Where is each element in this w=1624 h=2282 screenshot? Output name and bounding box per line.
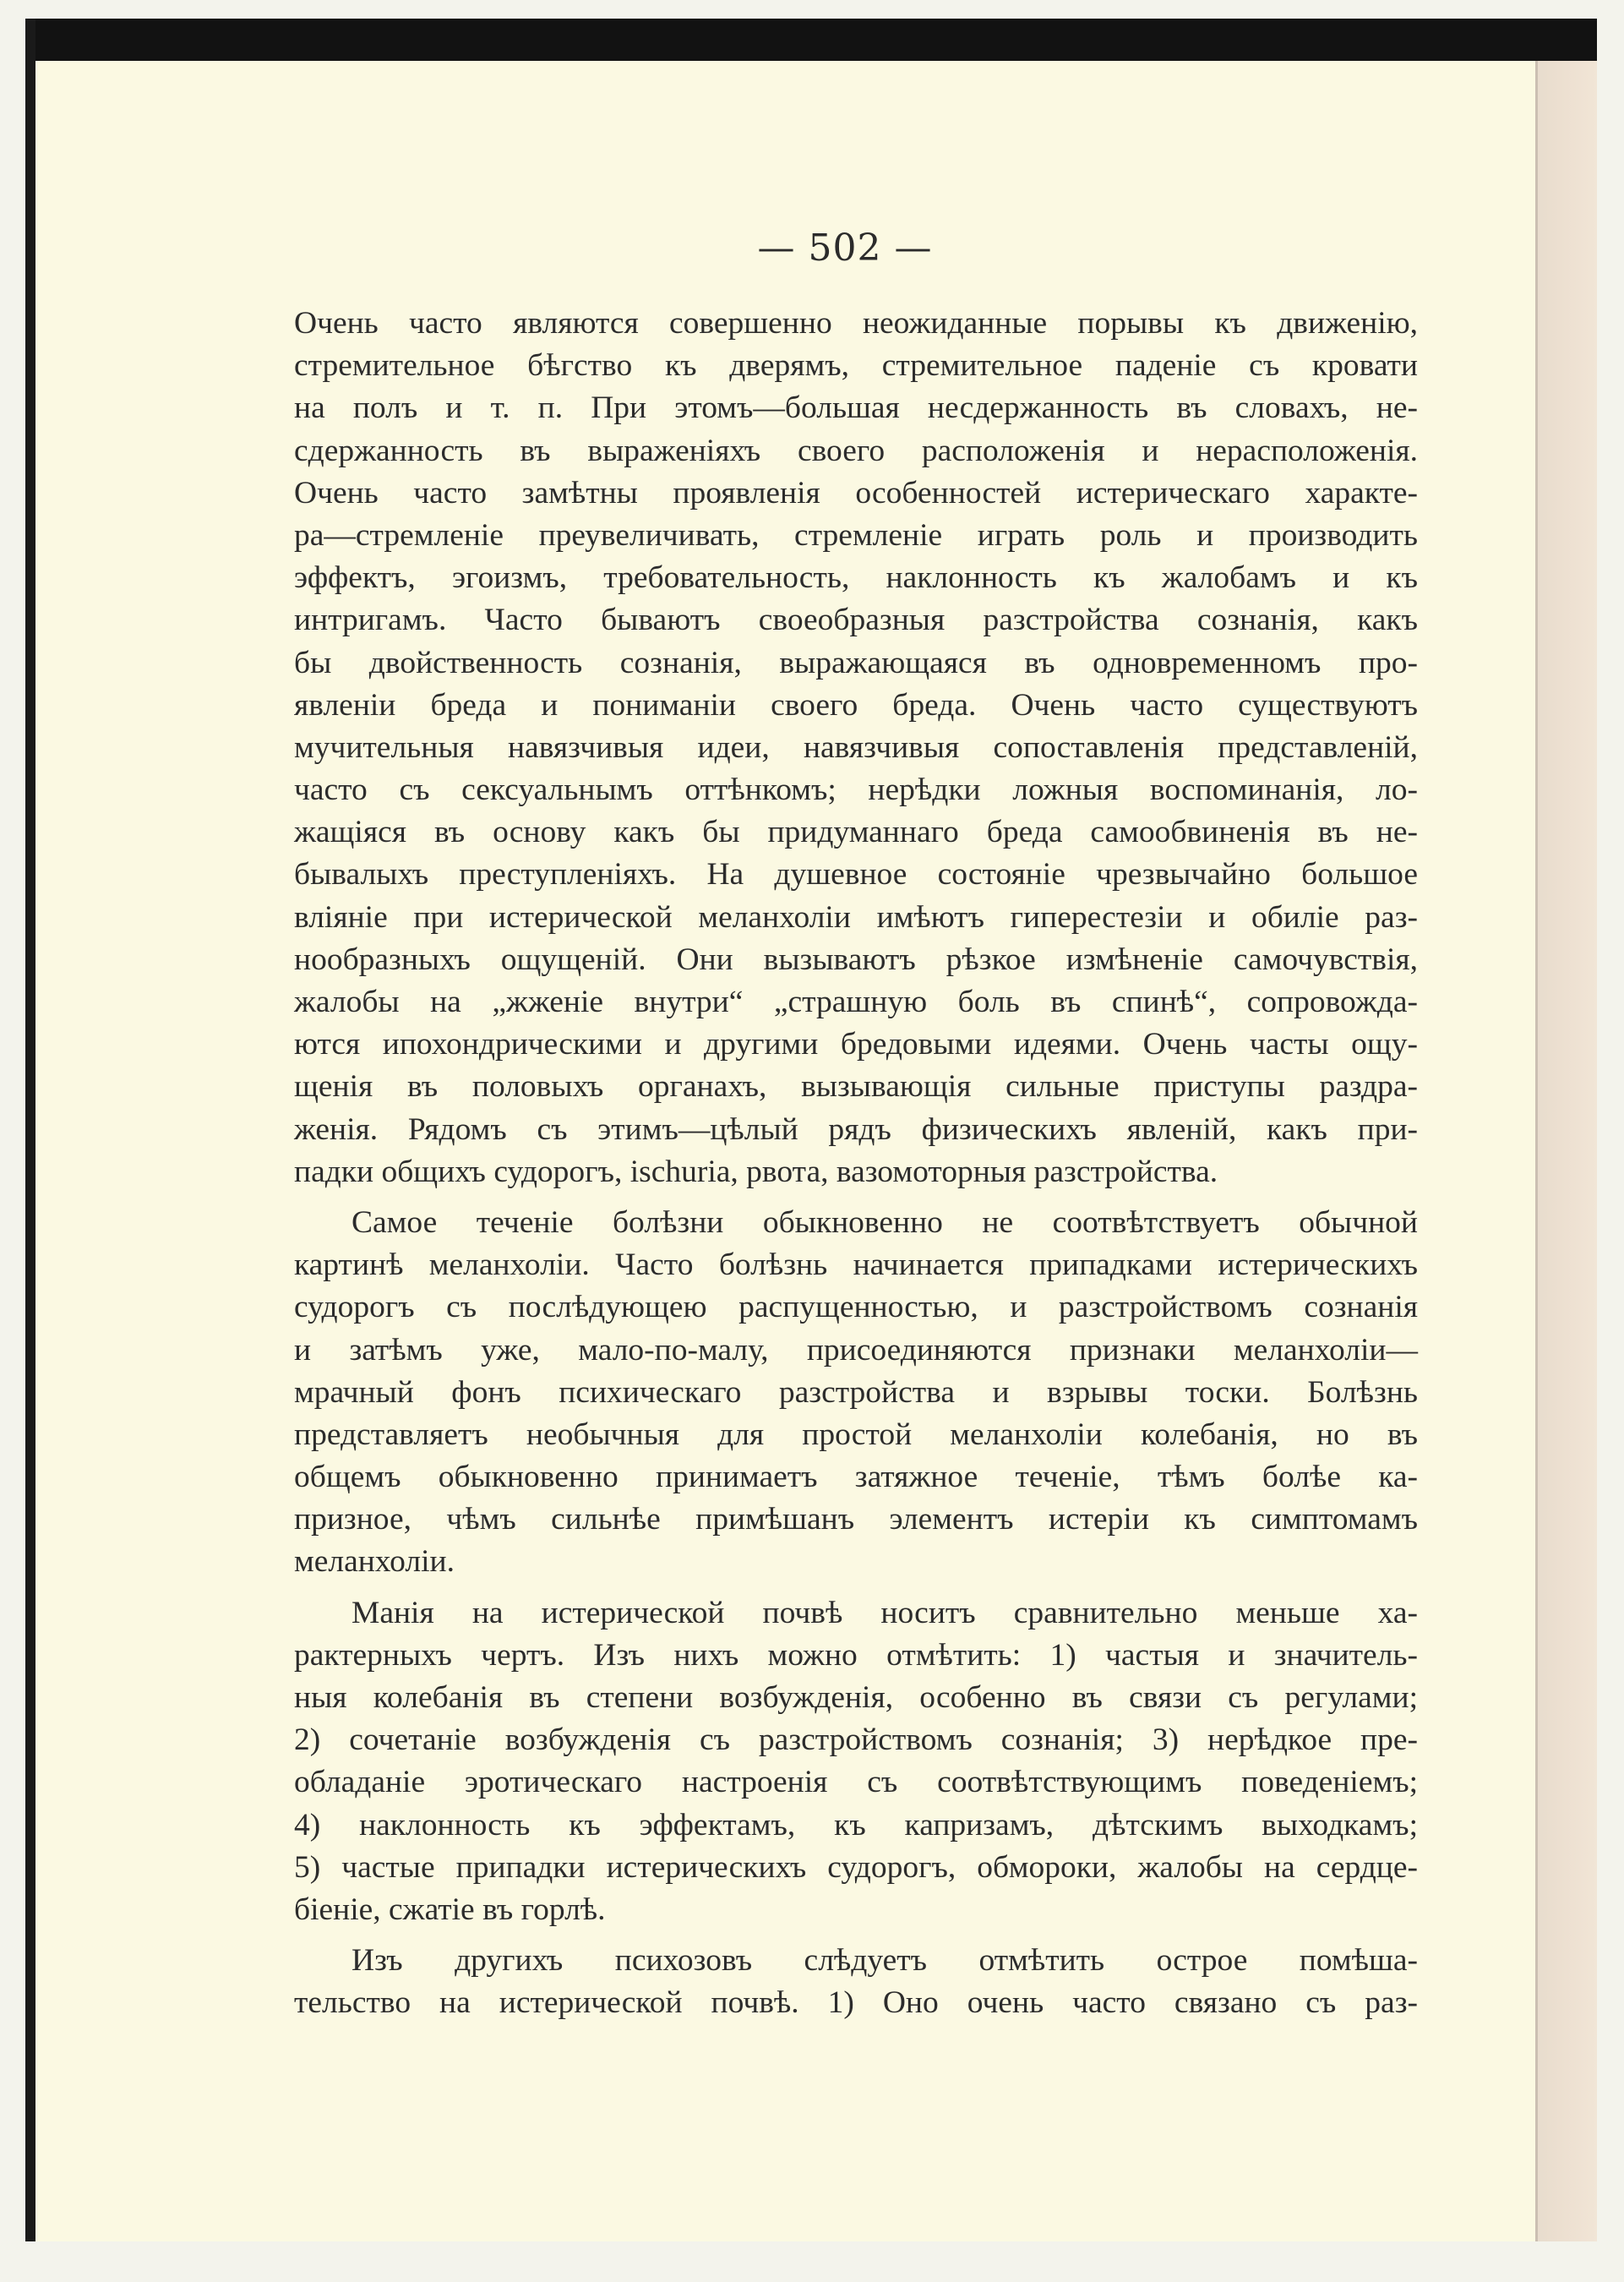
text-line: вліяніе при истерической меланхоліи имѣютъ гиперестезіи и обиліе раз- bbox=[294, 899, 1418, 935]
page-fold-line bbox=[1535, 61, 1538, 2241]
text-line: обладаніе эротическаго настроенія съ соотвѣтствующимъ поведеніемъ; bbox=[294, 1765, 1418, 1800]
text-line: тельство на истерической почвѣ. 1) Оно очень часто связано съ раз- bbox=[294, 1985, 1418, 2021]
text-line: часто съ сексуальнымъ оттѣнкомъ; нерѣдки ложныя воспоминанія, ло- bbox=[294, 772, 1418, 808]
text-line: меланхоліи. bbox=[294, 1544, 455, 1580]
page-number: — 502 — bbox=[757, 227, 933, 270]
text-line: щенія въ половыхъ органахъ, вызывающія сильные приступы раздра- bbox=[294, 1069, 1418, 1105]
text-line: сдержанность въ выраженіяхъ своего расположенія и нерасположенія. bbox=[294, 433, 1418, 468]
page-right-edge bbox=[1535, 61, 1597, 2241]
text-line: общемъ обыкновенно принимаетъ затяжное теченіе, тѣмъ болѣе ка- bbox=[294, 1460, 1418, 1495]
text-line: Манія на истерической почвѣ носитъ сравнительно меньше ха- bbox=[352, 1595, 1418, 1630]
text-line: Очень часто замѣтны проявленія особенностей истерическаго характе- bbox=[294, 475, 1418, 510]
text-line: ра—стремленіе преувеличивать, стремленіе играть роль и производить bbox=[294, 517, 1418, 553]
text-line: мучительныя навязчивыя идеи, навязчивыя сопоставленія представленій, bbox=[294, 729, 1418, 765]
scan-left-border bbox=[25, 19, 35, 2241]
text-line: 2) сочетаніе возбужденія съ разстройствомъ сознанія; 3) нерѣдкое пре- bbox=[294, 1722, 1418, 1758]
text-line: бывалыхъ преступленіяхъ. На душевное состояніе чрезвычайно большое bbox=[294, 857, 1418, 893]
scan-bottom-band bbox=[0, 2241, 1624, 2282]
text-line: призное, чѣмъ сильнѣе примѣшанъ элементъ истеріи къ симптомамъ bbox=[294, 1502, 1418, 1537]
text-line: ныя колебанія въ степени возбужденія, особенно въ связи съ регулами; bbox=[294, 1680, 1418, 1715]
text-line: біеніе, сжатіе въ горлѣ. bbox=[294, 1892, 606, 1927]
text-line: 5) частые припадки истерическихъ судорогъ, обмороки, жалобы на сердце- bbox=[294, 1849, 1418, 1885]
text-line: Самое теченіе болѣзни обыкновенно не соотвѣтствуетъ обычной bbox=[352, 1204, 1418, 1240]
text-line: жалобы на „жженіе внутри“ „страшную боль въ спинѣ“, сопровожда- bbox=[294, 985, 1418, 1019]
text-line: мрачный фонъ психическаго разстройства и взрывы тоски. Болѣзнь bbox=[294, 1374, 1418, 1410]
text-line: эффектъ, эгоизмъ, требовательность, наклонность къ жалобамъ и къ bbox=[294, 560, 1418, 596]
text-line: и затѣмъ уже, мало-по-малу, присоединяются признаки меланхоліи— bbox=[294, 1332, 1418, 1368]
paragraph bbox=[294, 1940, 1418, 2024]
text-line: нообразныхъ ощущеній. Они вызываютъ рѣзкое измѣненіе самочувствія, bbox=[294, 942, 1418, 977]
text-line: явленіи бреда и пониманіи своего бреда. Очень часто существуютъ bbox=[294, 687, 1418, 723]
text-line: Изъ другихъ психозовъ слѣдуетъ отмѣтить острое помѣша- bbox=[352, 1943, 1418, 1979]
text-line: Очень часто являются совершенно неожиданные порывы къ движенію, bbox=[294, 306, 1418, 341]
text-line: представляетъ необычныя для простой меланхоліи колебанія, но въ bbox=[294, 1417, 1418, 1452]
text-line: судорогъ съ послѣдующею распущенностью, и разстройствомъ сознанія bbox=[294, 1290, 1418, 1325]
text-line: интригамъ. Часто бываютъ своеобразныя разстройства сознанія, какъ bbox=[294, 603, 1418, 638]
text-line: ются ипохондрическими и другими бредовыми идеями. Очень часты ощу- bbox=[294, 1027, 1418, 1062]
text-line: падки общихъ судорогъ, ischuria, рвота, вазомоторныя разстройства. bbox=[294, 1154, 1218, 1189]
body-text bbox=[294, 303, 1418, 2025]
text-line: женія. Рядомъ съ этимъ—цѣлый рядъ физическихъ явленій, какъ при- bbox=[294, 1111, 1418, 1147]
text-line: рактерныхъ чертъ. Изъ нихъ можно отмѣтить: 1) частыя и значитель- bbox=[294, 1637, 1418, 1673]
text-line: 4) наклонность къ эффектамъ, къ капризамъ, дѣтскимъ выходкамъ; bbox=[294, 1807, 1418, 1843]
text-line: стремительное бѣгство къ дверямъ, стремительное паденіе съ кровати bbox=[294, 348, 1418, 384]
text-line: на полъ и т. п. При этомъ—большая несдержанность въ словахъ, не- bbox=[294, 390, 1418, 426]
text-line: бы двойственность сознанія, выражающаяся въ одновременномъ про- bbox=[294, 645, 1418, 680]
paragraph bbox=[294, 303, 1418, 1193]
text-line: жащіяся въ основу какъ бы придуманнаго бреда самообвиненія въ не- bbox=[294, 815, 1418, 850]
paragraph bbox=[294, 1592, 1418, 1932]
scan-top-border bbox=[25, 19, 1597, 61]
text-line: картинѣ меланхоліи. Часто болѣзнь начинается припадками истерическихъ bbox=[294, 1247, 1418, 1283]
paragraph bbox=[294, 1202, 1418, 1584]
